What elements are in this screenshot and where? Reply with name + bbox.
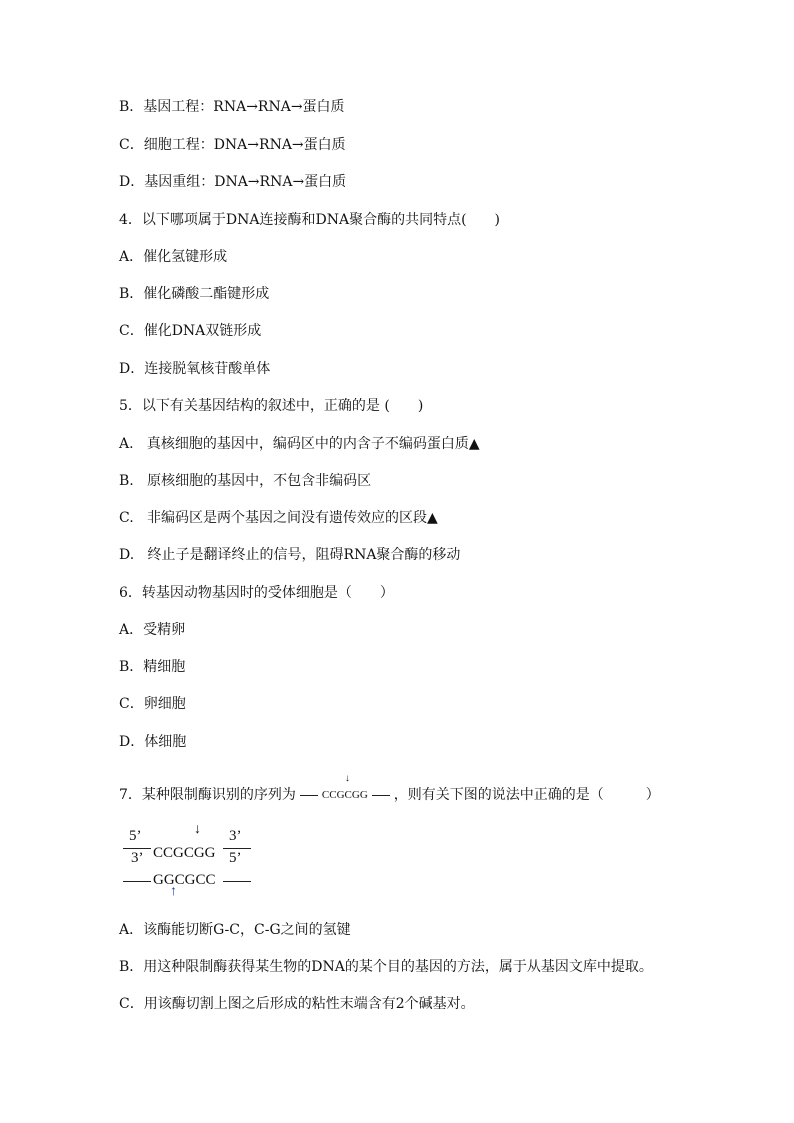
bottom-left-strand-line bbox=[123, 881, 151, 882]
q7-stem-after: ，则有关下图的说法中正确的是（ ） bbox=[393, 787, 660, 803]
recognition-sequence bbox=[300, 773, 390, 804]
q4-option-a: A．催化氢键形成 bbox=[119, 249, 228, 265]
q4-option-b: B．催化磷酸二酯键形成 bbox=[119, 286, 270, 302]
q4-option-d: D．连接脱氧核苷酸单体 bbox=[119, 361, 271, 377]
q6-option-c: C．卵细胞 bbox=[119, 696, 186, 712]
recognition-sequence-text: CCGCGG bbox=[321, 789, 368, 801]
q7-stem bbox=[119, 773, 660, 804]
bottom-strand-sequence: GGCGCC bbox=[153, 872, 216, 888]
strand-line-left bbox=[300, 795, 318, 796]
dna-cut-diagram bbox=[119, 822, 259, 902]
q6-option-a: A．受精卵 bbox=[119, 622, 186, 638]
q5-option-d: D. 终止子是翻译终止的信号，阻碍RNA聚合酶的移动 bbox=[119, 547, 461, 563]
q5-option-b: B. 原核细胞的基因中，不包含非编码区 bbox=[119, 473, 372, 489]
q7-option-c: C．用该酶切割上图之后形成的粘性末端含有2个碱基对。 bbox=[119, 996, 475, 1012]
q6-option-d: D．体细胞 bbox=[119, 734, 187, 750]
top-right-end-label: 3’ bbox=[229, 828, 242, 844]
up-arrow-icon: ↑ bbox=[170, 884, 177, 899]
top-left-strand-line bbox=[123, 848, 151, 849]
q4-stem: 4．以下哪项属于DNA连接酶和DNA聚合酶的共同特点( ) bbox=[119, 212, 500, 228]
bottom-left-end-label: 3’ bbox=[131, 850, 144, 866]
top-right-strand-line bbox=[223, 848, 251, 849]
q5-option-c: C. 非编码区是两个基因之间没有遗传效应的区段▲ bbox=[119, 510, 438, 526]
q4-option-c: C．催化DNA双链形成 bbox=[119, 323, 262, 339]
q5-stem: 5．以下有关基因结构的叙述中，正确的是 ( ) bbox=[119, 398, 424, 414]
q3-option-b: B．基因工程：RNA→RNA→蛋白质 bbox=[119, 99, 345, 115]
strand-line-right bbox=[372, 795, 390, 796]
q7-option-a: A．该酶能切断G-C，C-G之间的氢键 bbox=[119, 922, 351, 938]
down-arrow-icon: ↓ bbox=[194, 822, 201, 837]
down-arrow-icon: ↓ bbox=[344, 773, 350, 784]
q3-option-c: C．细胞工程：DNA→RNA→蛋白质 bbox=[119, 137, 346, 153]
q7-stem-before: 7．某种限制酶识别的序列为 bbox=[119, 787, 296, 803]
bottom-right-strand-line bbox=[223, 881, 251, 882]
q3-option-d: D．基因重组：DNA→RNA→蛋白质 bbox=[119, 174, 347, 190]
q6-stem: 6．转基因动物基因时的受体细胞是（ ） bbox=[119, 585, 394, 601]
q6-option-b: B．精细胞 bbox=[119, 659, 186, 675]
q5-option-a: A. 真核细胞的基因中，编码区中的内含子不编码蛋白质▲ bbox=[119, 436, 480, 452]
top-left-end-label: 5’ bbox=[129, 828, 142, 844]
top-strand-sequence: CCGCGG bbox=[153, 845, 216, 861]
q7-option-b: B．用这种限制酶获得某生物的DNA的某个目的基因的方法，属于从基因文库中提取。 bbox=[119, 959, 653, 975]
bottom-right-end-label: 5’ bbox=[229, 850, 242, 866]
